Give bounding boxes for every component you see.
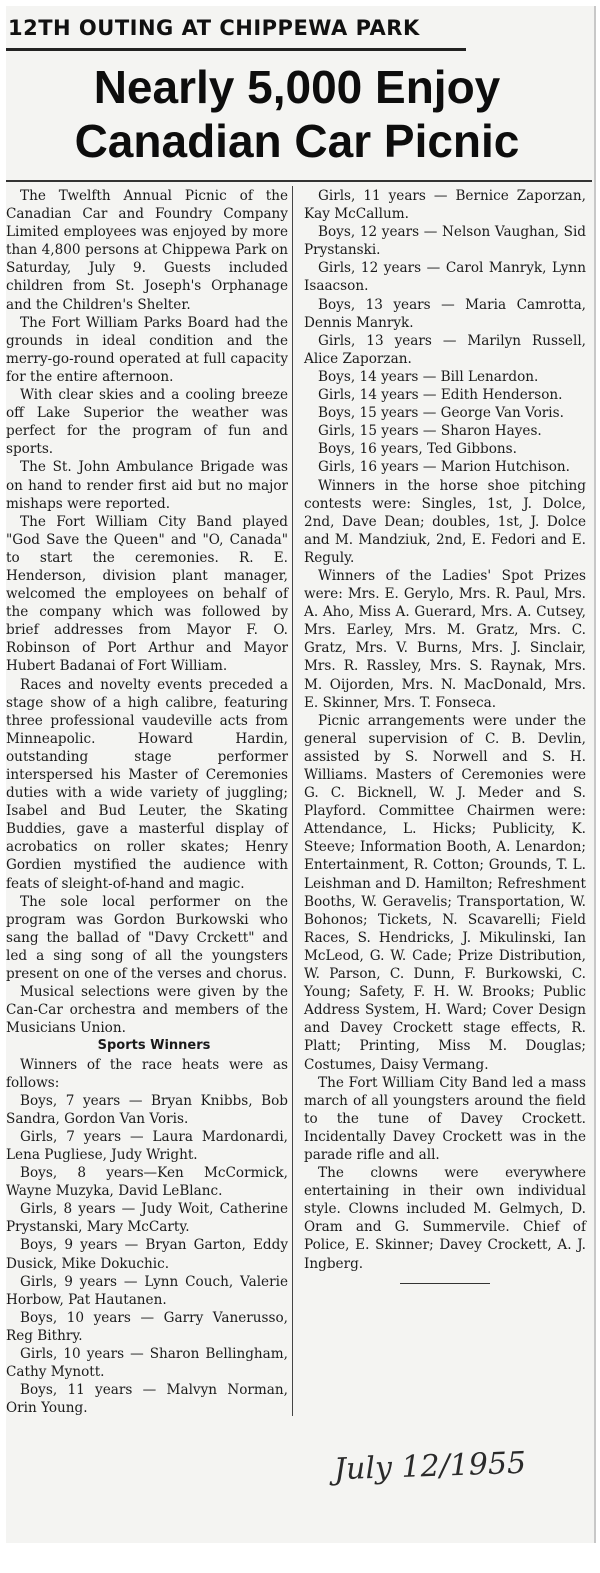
kicker-rule [6,48,466,51]
winners-entry: Girls, 8 years — Judy Woit, Catherine Prystanski, Mary McCarty. [6,1201,288,1236]
end-of-article-rule [400,1283,490,1284]
paragraph: Picnic arrangements were under the general supervision of C. B. Devlin, assisted by S. Norwell and S. H. Williams. Masters of Ceremonies were G. C. Bicknell, W. J. Meder and S. Playford. Committee Chairmen were: Attendance, L. Hicks; Publicity, K. Steeve; Information Booth, A. Lenardon; Entertainment, R. Cotton; Grounds, T. L. Leishman and D. Hamilton; Refreshment Booths, W. Geravelis; Transportation, W. Bohonos; Tickets, N. Scavarelli; Field Races, S. Hendricks, J. Mikulinski, Ian McLeod, G. W. Cade; Prize Distribution, W. Parson, C. Dunn, F. Burkowski, C. Young; Safety, F. H. W. Brooks; Public Address System, H. Ward; Cover Design and Davey Crockett stage effects, R. Platt; Printing, Miss M. Douglas; Costumes, Daisy Vermang. [304,712,586,1073]
winners-entry: Boys, 9 years — Bryan Garton, Eddy Dusick, Mike Dokuchic. [6,1237,288,1272]
winners-entry: Winners of the race heats were as follows: [6,1056,288,1091]
paragraph: With clear skies and a cooling breeze off Lake Superior the weather was perfect for the program of fun and sports. [6,387,288,458]
winners-entry: Girls, 7 years — Laura Mardonardi, Lena Pugliese, Judy Wright. [6,1128,288,1163]
right-column [304,187,586,1407]
winners-entry: Girls, 10 years — Sharon Bellingham, Cathy Mynott. [6,1346,288,1381]
headline-line-1: Nearly 5,000 Enjoy [93,61,501,113]
paragraph: Winners of the Ladies' Spot Prizes were: Mrs. E. Gerylo, Mrs. R. Paul, Mrs. A. Aho, Miss A. Guerard, Mrs. A. Cutsey, Mrs. Earley, Mrs. M. Gratz, Mrs. C. Gratz, Mrs. V. Burns, Mrs. J. Sinclair, Mrs. R. Rassley, Mrs. S. Raynak, Mrs. M. Oijorden, Mrs. N. MacDonald, Mrs. E. Skinner, Mrs. T. Fonseca. [304,567,586,711]
handwritten-date: July 12/1955 [333,1445,527,1488]
winners-entry: Girls, 14 years — Edith Henderson. [318,387,563,404]
paragraph: Races and novelty events preceded a stage show of a high calibre, featuring three professional vaudeville acts from Minneapolic. Howard Hardin, outstanding stage performer interspersed his Master of Ceremonies duties with a wide variety of juggling; Isabel and Bud Leuter, the Skating Buddies, gave a masterful display of acrobatics on roller skates; Henry Gordien mystified the audience with feats of sleight-of-hand and magic. [6,676,288,892]
winners-entry: Boys, 14 years — Bill Lenardon. [318,368,539,385]
headline [12,60,582,168]
headline-line-2: Canadian Car Picnic [74,115,520,167]
paragraph: The Fort William Parks Board had the grounds in ideal condition and the merry-go-round operated at full capacity for the entire afternoon. [6,314,288,385]
winners-entry: Boys, 11 years — Malvyn Norman, Orin Young. [6,1382,288,1417]
paragraph: The Fort William City Band led a mass march of all youngsters around the field to the tune of Davey Crockett. Incidentally Davey Crockett was in the parade rifle and all. [304,1074,586,1163]
paragraph: The Fort William City Band played "God Save the Queen" and "O, Canada" to start the ceremonies. R. E. Henderson, division plant manager, welcomed the employees on behalf of the company which was followed by brief addresses from Mayor F. O. Robinson of Port Arthur and Mayor Hubert Badanai of Fort William. [6,513,288,675]
paragraph: Winners in the horse shoe pitching contests were: Singles, 1st, J. Dolce, 2nd, Dave Dean; doubles, 1st, J. Dolce and M. Mandziuk, 2nd, E. Fedori and E. Reguly. [304,477,586,566]
winners-entry: Girls, 13 years — Marilyn Russell, Alice Zaporzan. [304,332,586,367]
winners-entry: Boys, 12 years — Nelson Vaughan, Sid Prystanski. [304,224,586,259]
kicker-heading: 12TH OUTING AT CHIPPEWA PARK [8,16,420,40]
paragraph: The St. John Ambulance Brigade was on hand to render first aid but no major mishaps were reported. [6,459,288,512]
paragraph: Musical selections were given by the Can-Car orchestra and members of the Musicians Union. [6,984,288,1037]
winners-entry: Girls, 9 years — Lynn Couch, Valerie Horbow, Pat Hautanen. [6,1273,288,1308]
winners-entry: Boys, 16 years, Ted Gibbons. [318,441,517,458]
winners-entry: Boys, 7 years — Bryan Knibbs, Bob Sandra, Gordon Van Voris. [6,1092,288,1127]
column-divider [292,186,293,1416]
winners-entry: Girls, 12 years — Carol Manryk, Lynn Isaacson. [304,260,586,295]
paragraph: The Twelfth Annual Picnic of the Canadian Car and Foundry Company Limited employees was enjoyed by more than 4,800 persons at Chippewa Park on Saturday, July 9. Guests included children from St. Joseph's Orphanage and the Children's Shelter. [6,188,288,313]
paragraph: The clowns were everywhere entertaining in their own individual style. Clowns included M. Gelmych, D. Oram and G. Summervile. Chief of Police, E. Skinner; Davey Crockett, A. J. Ingberg. [304,1165,586,1272]
winners-entry: Girls, 15 years — Sharon Hayes. [318,423,542,440]
winners-entry: Boys, 8 years—Ken McCormick, Wayne Muzyka, David LeBlanc. [6,1165,288,1200]
winners-entry: Boys, 15 years — George Van Voris. [318,405,564,422]
paragraph: The sole local performer on the program was Gordon Burkowski who sang the ballad of "Davy Crckett" and led a sing song of all the youngsters present on one of the verses and chorus. [6,893,288,983]
winners-entry: Girls, 11 years — Bernice Zaporzan, Kay McCallum. [304,188,586,223]
headline-rule [6,180,592,182]
winners-entry: Girls, 16 years — Marion Hutchison. [318,459,570,476]
winners-entry: Boys, 10 years — Garry Vanerusso, Reg Bithry. [6,1309,288,1344]
left-column [6,187,288,1532]
sports-winners-subheading: Sports Winners [97,1038,211,1054]
winners-entry: Boys, 13 years — Maria Camrotta, Dennis Manryk. [304,296,586,331]
